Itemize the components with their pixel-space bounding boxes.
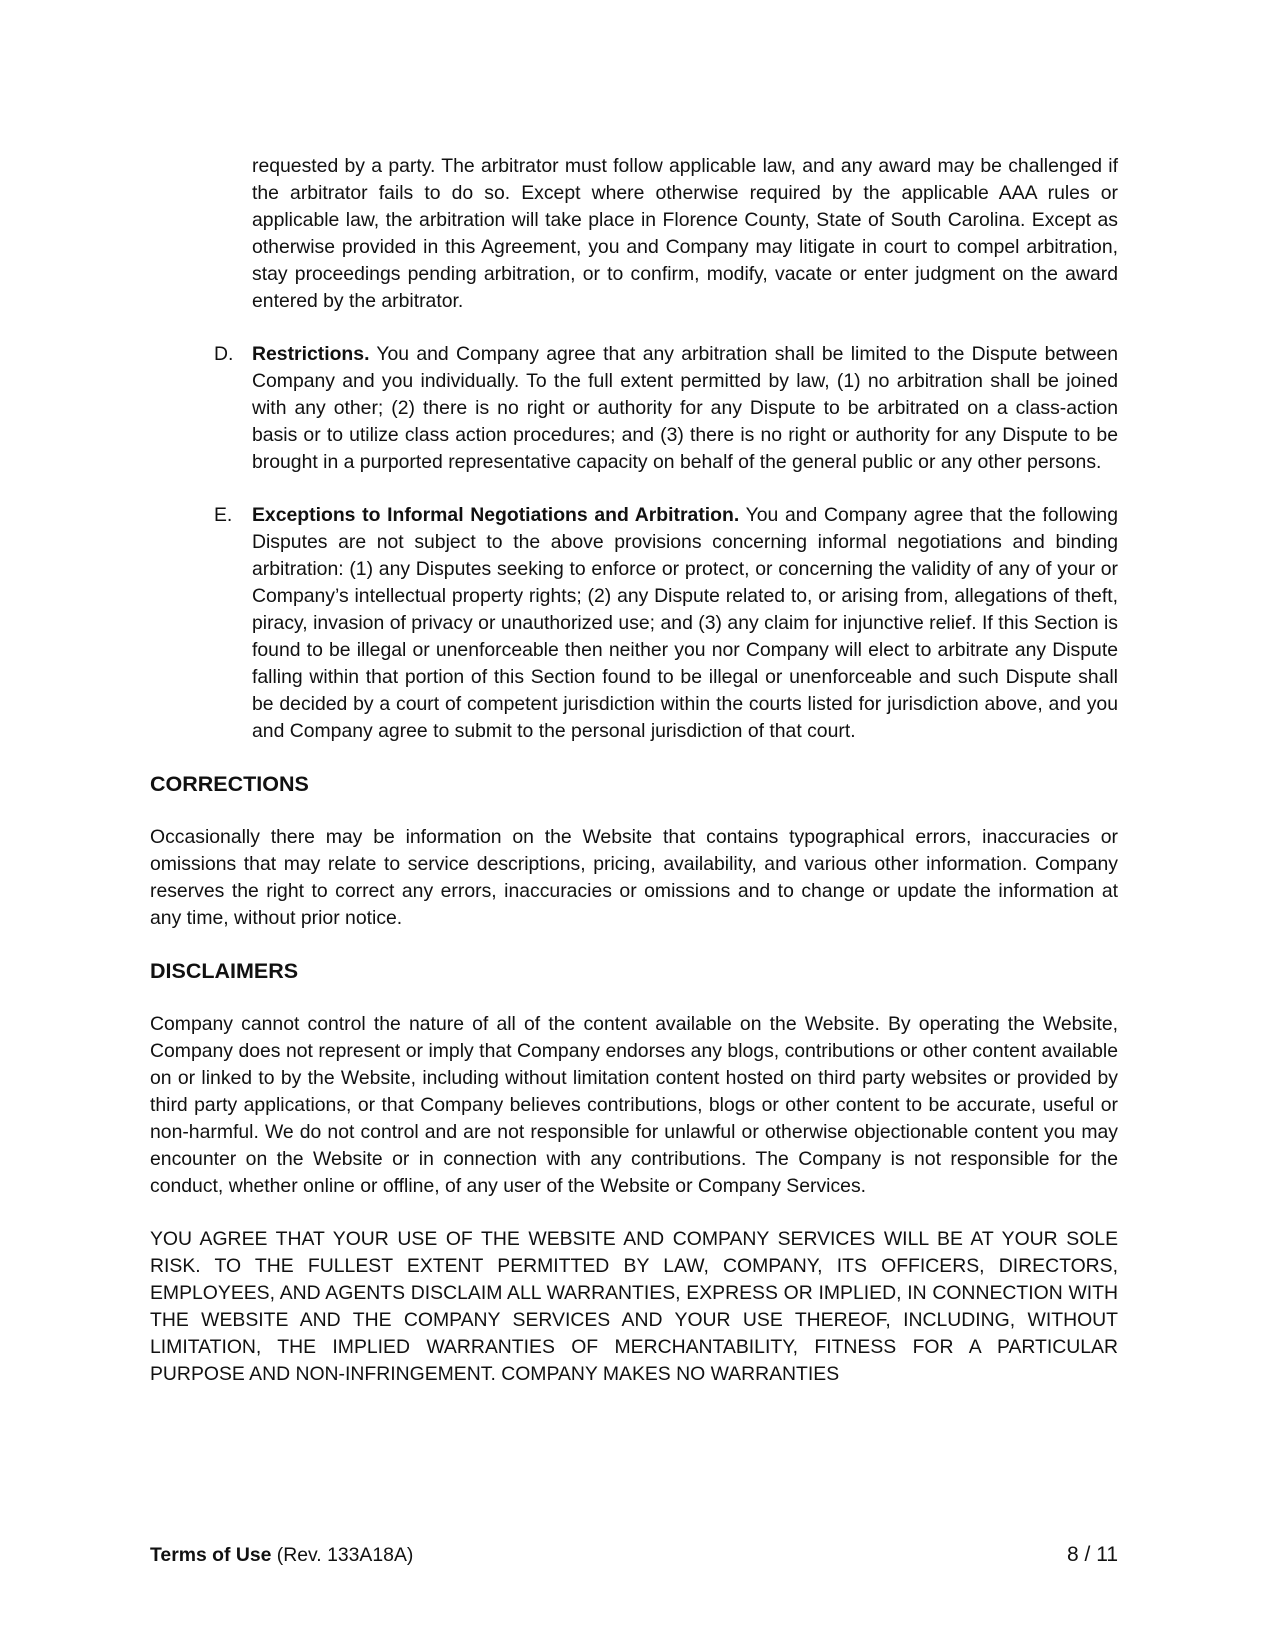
page-footer [150,1540,1118,1570]
page-number: 8 / 11 [1067,1543,1118,1566]
list-item-letter: D. [214,343,234,365]
list-item-d [150,341,1118,476]
list-item-title: Restrictions. [252,343,370,365]
disclaimers-paragraph-2: YOU AGREE THAT YOUR USE OF THE WEBSITE AND COMPANY SERVICES WILL BE AT YOUR SOLE RISK. TO THE FULLEST EXTENT PERMITTED BY LAW, COMPANY, ITS OFFICERS, DIRECTORS, EMPLOYEES, AND AGENTS DISCLAIM ALL WARRANTIES, EXPRESS OR IMPLIED, IN CONNECTION WITH THE WEBSITE AND THE COMPANY SERVICES AND YOUR USE THEREOF, INCLUDING, WITHOUT LIMITATION, THE IMPLIED WARRANTIES OF MERCHANTABILITY, FITNESS FOR A PARTICULAR PURPOSE AND NON-INFRINGEMENT. COMPANY MAKES NO WARRANTIES [150,1228,1118,1385]
arbitration-continuation-paragraph: requested by a party. The arbitrator must follow applicable law, and any award may be challenged if the arbitrator fails to do so. Except where otherwise required by the applicable AAA rules or applicable law, the arbitration will take place in Florence County, State of South Carolina. Except as otherwise provided in this Agreement, you and Company may litigate in court to compel arbitration, stay proceedings pending arbitration, or to confirm, modify, vacate or enter judgment on the award entered by the arbitrator. [252,155,1118,312]
list-item-title: Exceptions to Informal Negotiations and Arbitration. [252,504,740,526]
disclaimers-paragraph-1: Company cannot control the nature of all of the content available on the Website. By operating the Website, Company does not represent or imply that Company endorses any blogs, contributions or other content available on or linked to by the Website, including without limitation content hosted on third party websites or provided by third party applications, or that Company believes contributions, blogs or other content to be accurate, useful or non-harmful. We do not control and are not responsible for unlawful or otherwise objectionable content you may encounter on the Website or in connection with any contributions. The Company is not responsible for the conduct, whether online or offline, of any user of the Website or Company Services. [150,1013,1118,1197]
disclaimers-heading: DISCLAIMERS [150,959,299,983]
list-item-body: You and Company agree that the following Disputes are not subject to the above provisions concerning informal negotiations and binding arbitration: (1) any Disputes seeking to enforce or protect, or concerning the validity of any of your or Company’s intellectual property rights; (2) any Dispute related to, or arising from, allegations of theft, piracy, invasion of privacy or unauthorized use; and (3) any claim for injunctive relief. If this Section is found to be illegal or unenforceable then neither you nor Company will elect to arbitrate any Dispute falling within that portion of this Section found to be illegal or unenforceable and such Dispute shall be decided by a court of competent jurisdiction within the courts listed for jurisdiction above, and you and Company agree to submit to the personal jurisdiction of that court. [252,504,1118,742]
list-item-letter: E. [214,504,233,526]
footer-revision: (Rev. 133A18A) [271,1543,414,1566]
list-item-body: You and Company agree that any arbitration shall be limited to the Dispute between Company and you individually. To the full extent permitted by law, (1) no arbitration shall be joined with any other; (2) there is no right or authority for any Dispute to be arbitrated on a class-action basis or to utilize class action procedures; and (3) there is no right or authority for any Dispute to be brought in a purported representative capacity on behalf of the general public or any other persons. [252,343,1118,473]
list-item-text [252,502,1118,745]
list-item-e [150,502,1118,745]
footer-doc-info [150,1544,413,1567]
page-content [150,153,1118,1388]
corrections-paragraph: Occasionally there may be information on the Website that contains typographical errors, inaccuracies or omissions that may relate to service descriptions, pricing, availability, and various other information. Company reserves the right to correct any errors, inaccuracies or omissions and to change or update the information at any time, without prior notice. [150,826,1118,929]
footer-doc-title: Terms of Use [150,1543,272,1566]
list-item-text [252,341,1118,476]
corrections-heading: CORRECTIONS [150,772,309,796]
